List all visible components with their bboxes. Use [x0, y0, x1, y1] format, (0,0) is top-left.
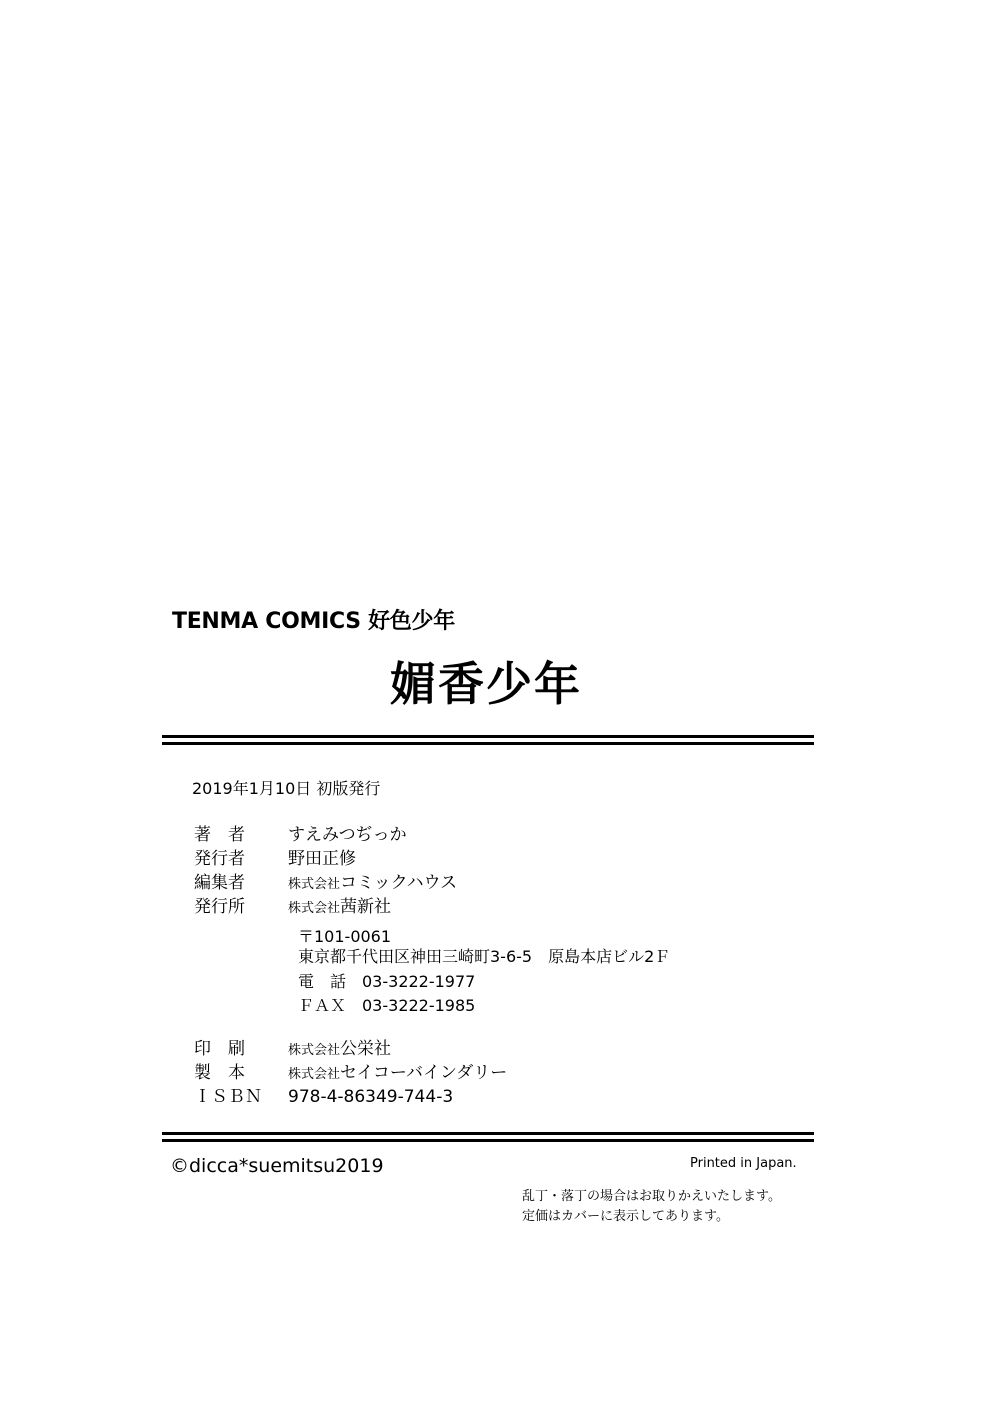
production-value: セイコーバインダリー — [340, 1063, 508, 1083]
production-value: 978-4-86349-744-3 — [288, 1087, 454, 1107]
book-title: 媚香少年 — [390, 657, 582, 711]
postal-code: 〒101-0061 — [298, 927, 392, 946]
credit-label: 著 者 — [194, 825, 245, 845]
production-label: 製 本 — [194, 1063, 245, 1083]
credit-row — [194, 892, 391, 917]
credit-value: コミックハウス — [340, 873, 458, 893]
price-note: 定価はカバーに表示してあります。 — [522, 1209, 729, 1224]
production-prefix: 株式会社 — [288, 1043, 341, 1058]
top-rule-upper — [162, 735, 814, 738]
bottom-rule-lower — [162, 1139, 814, 1142]
phone-number: 電 話 03-3222-1977 — [298, 972, 476, 991]
production-label: ＩＳＢＮ — [194, 1087, 262, 1107]
publication-date: 2019年1月10日 初版発行 — [192, 779, 381, 798]
credit-label: 編集者 — [194, 873, 245, 893]
production-row — [194, 1082, 453, 1107]
series-name: TENMA COMICS 好色少年 — [172, 609, 455, 634]
credit-prefix: 株式会社 — [288, 877, 341, 892]
credit-row — [194, 820, 407, 845]
top-rule-lower — [162, 742, 814, 745]
credit-row — [194, 868, 457, 893]
credit-row — [194, 844, 356, 869]
printed-in-japan: Printed in Japan. — [690, 1156, 797, 1171]
credit-label: 発行者 — [194, 849, 245, 869]
fax-number: ＦＡＸ 03-3222-1985 — [298, 996, 476, 1015]
production-label: 印 刷 — [194, 1039, 245, 1059]
credit-value: 野田正修 — [288, 849, 356, 869]
credit-value: 茜新社 — [340, 897, 392, 917]
copyright-notice: ©dicca*suemitsu2019 — [170, 1155, 384, 1177]
production-prefix: 株式会社 — [288, 1067, 341, 1082]
production-row — [194, 1034, 391, 1059]
production-value: 公栄社 — [340, 1039, 392, 1059]
replacement-note: 乱丁・落丁の場合はお取りかえいたします。 — [522, 1189, 781, 1204]
production-row — [194, 1058, 507, 1083]
credit-prefix: 株式会社 — [288, 901, 341, 916]
bottom-rule-upper — [162, 1132, 814, 1135]
credit-label: 発行所 — [194, 897, 245, 917]
credit-value: すえみつぢっか — [288, 825, 407, 845]
street-address: 東京都千代田区神田三崎町3-6-5 原島本店ビル2Ｆ — [298, 947, 671, 966]
